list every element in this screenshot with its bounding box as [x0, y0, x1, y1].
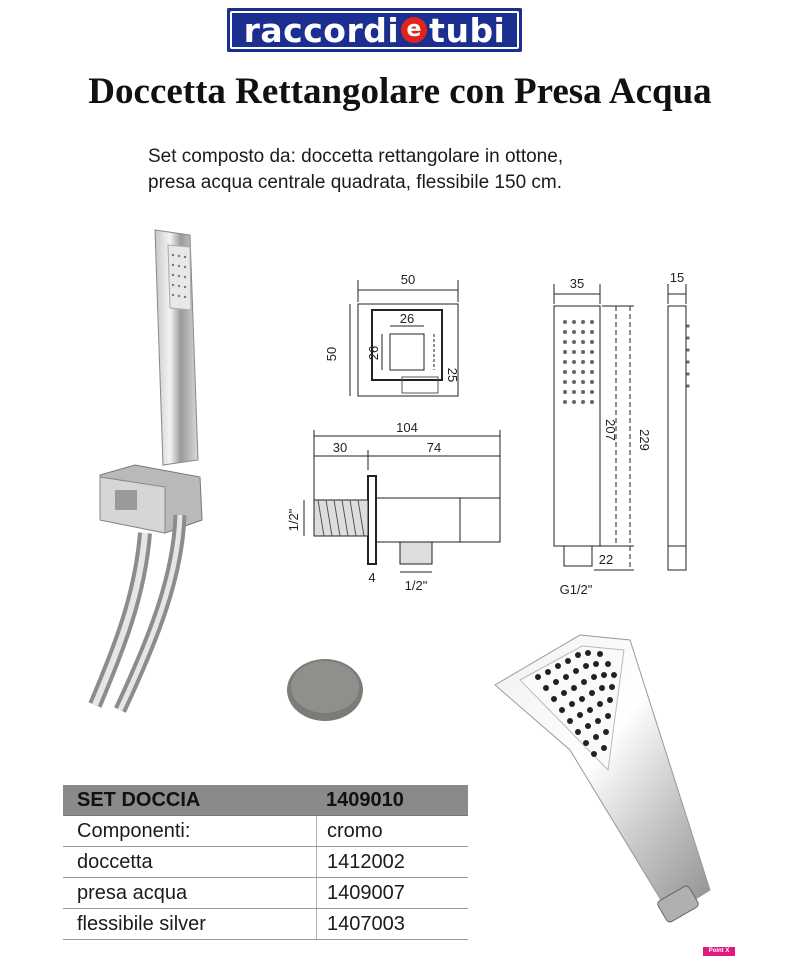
dim-handle-length: 207	[603, 419, 618, 441]
product-table	[63, 785, 468, 940]
dim-inner-height: 26	[366, 345, 381, 361]
dim-inner-width: 26	[399, 311, 415, 326]
product-photo-set	[60, 215, 280, 720]
table-row	[63, 878, 468, 909]
table-header-name: SET DOCCIA	[77, 788, 201, 811]
dim-plate-thickness: 4	[368, 570, 376, 585]
table-row	[63, 909, 468, 940]
technical-drawing	[286, 260, 730, 600]
table-cell-name: Componenti:	[77, 819, 191, 842]
table-header-row	[63, 785, 468, 816]
dim-thread-bottom: 1/2"	[404, 578, 428, 593]
table-cell-name: doccetta	[77, 850, 153, 873]
dim-handle-end: 22	[598, 552, 614, 567]
dim-handle-total: 229	[637, 429, 652, 451]
dim-plate-height: 50	[324, 346, 339, 362]
dim-handle-width: 35	[569, 276, 585, 291]
dim-inner-depth: 25	[445, 367, 460, 383]
table-header-code: 1409010	[326, 788, 404, 811]
table-cell-code: 1412002	[316, 847, 468, 877]
table-cell-code: 1407003	[316, 909, 468, 939]
logo-text-right: tubi	[429, 10, 506, 50]
dim-handle-depth: 15	[669, 270, 685, 285]
brand-logo	[227, 8, 522, 52]
table-row	[63, 847, 468, 878]
table-row	[63, 816, 468, 847]
dim-plate-width: 50	[400, 272, 416, 287]
page-title: Doccetta Rettangolare con Presa Acqua	[88, 71, 712, 112]
dim-length-a: 30	[332, 440, 348, 455]
dim-handle-thread: G1/2"	[559, 582, 593, 597]
watermark-badge: Point X Uto	[703, 947, 735, 956]
table-cell-code: 1409007	[316, 878, 468, 908]
dim-length-b: 74	[426, 440, 442, 455]
dim-total-length: 104	[396, 420, 418, 435]
logo-e-mark: e	[401, 17, 427, 43]
round-cap-photo	[285, 657, 365, 723]
dim-thread-side: 1/2"	[286, 508, 301, 532]
description-line-2: presa acqua centrale quadrata, flessibile 150 cm.	[148, 172, 563, 193]
description-line-1: Set composto da: doccetta rettangolare in ottone,	[148, 146, 564, 167]
table-cell-name: flessibile silver	[77, 912, 206, 935]
product-description	[148, 144, 563, 196]
shower-head-photo	[490, 630, 730, 935]
logo-text-left: raccordi	[243, 10, 400, 50]
table-cell-code: cromo	[316, 816, 468, 846]
table-cell-name: presa acqua	[77, 881, 188, 904]
